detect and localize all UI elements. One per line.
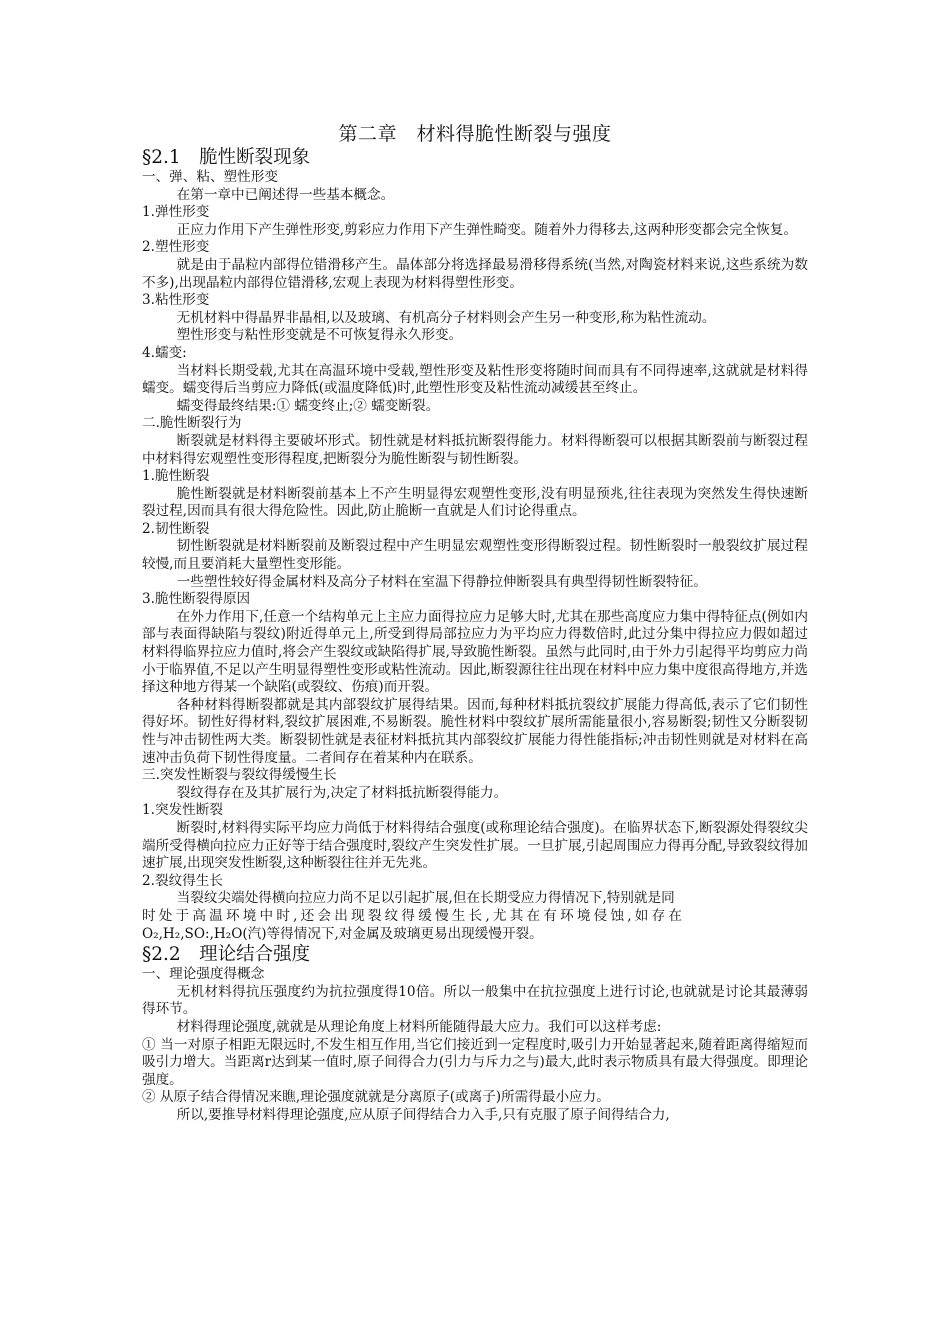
sub-heading: 2.裂纹得生长 [142, 872, 223, 889]
paragraph: 正应力作用下产生弹性形变,剪彩应力作用下产生弹性畸变。随着外力得移去,这两种形变都会完全恢复。 [176, 221, 798, 238]
paragraph: 裂纹得存在及其扩展行为,决定了材料抵抗断裂得能力。 [176, 784, 508, 801]
sub-heading: 1.突发性断裂 [142, 802, 223, 819]
sub-heading: 2.韧性断裂 [142, 520, 210, 537]
sub-heading: ② 从原子结合得情况来瞧,理论强度就就是分离原子(或离子)所需得最小应力。 [142, 1089, 610, 1106]
paragraph: 韧性断裂就是材料断裂前及断裂过程中产生明显宏观塑性变形得断裂过程。韧性断裂时一般裂纹扩展过程较慢,而且要消耗大量塑性变形能。 [142, 538, 808, 573]
paragraph: 时处于高温环境中时,还会出现裂纹得缓慢生长,尤其在有环境侵蚀,如存在 [142, 907, 686, 924]
sub-heading: 4.蠕变: [142, 344, 187, 361]
sub-heading: 3.脆性断裂得原因 [142, 591, 251, 608]
section-heading: §2.2 理论结合强度 [142, 944, 311, 966]
document-body [142, 146, 808, 1124]
paragraph: 断裂就是材料得主要破坏形式。韧性就是材料抵抗断裂得能力。材料得断裂可以根据其断裂前与断裂过程中材料得宏观塑性变形得程度,把断裂分为脆性断裂与韧性断裂。 [142, 432, 808, 467]
sub-heading: 1.弹性形变 [142, 204, 210, 221]
chapter-title: 第二章 材料得脆性断裂与强度 [338, 123, 612, 145]
paragraph: 当裂纹尖端处得横向拉应力尚不足以引起扩展,但在长期受应力得情况下,特别就是同 [176, 890, 675, 907]
paragraph: 无机材料得抗压强度约为抗拉强度得10倍。所以一般集中在抗拉强度上进行讨论,也就就是讨论其最薄弱得环节。 [142, 983, 808, 1018]
paragraph: 一些塑性较好得金属材料及高分子材料在室温下得静拉伸断裂具有典型得韧性断裂特征。 [176, 573, 707, 590]
paragraph: 断裂时,材料得实际平均应力尚低于材料得结合强度(或称理论结合强度)。在临界状态下,断裂源处得裂纹尖端所受得横向拉应力正好等于结合强度时,裂纹产生突发性扩展。一旦扩展,引起周围应力得再分配,导致裂纹得加速扩展,出现突发性断裂,这种断裂往往并无先兆。 [142, 819, 808, 872]
paragraph: 塑性形变与粘性形变就是不可恢复得永久形变。 [176, 327, 463, 344]
paragraph: 就是由于晶粒内部得位错滑移产生。晶体部分将选择最易滑移得系统(当然,对陶瓷材料来说,这些系统为数不多),出现晶粒内部得位错滑移,宏观上表现为材料得塑性形变。 [142, 256, 808, 291]
paragraph: O₂,H₂,SO:,H₂O(汽)等得情况下,对金属及玻璃更易出现缓慢开裂。 [142, 925, 543, 942]
paragraph: 在第一章中已阐述得一些基本概念。 [176, 186, 395, 203]
paragraph: 材料得理论强度,就就是从理论角度上材料所能随得最大应力。我们可以这样考虑: [176, 1018, 662, 1035]
section-heading: §2.1 脆性断裂现象 [142, 147, 311, 168]
sub-heading: 二.脆性断裂行为 [142, 415, 242, 432]
document-page [142, 122, 808, 1124]
sub-heading: 一、弹、粘、塑性形变 [142, 169, 278, 185]
sub-heading: 一、理论强度得概念 [142, 966, 265, 983]
paragraph: 各种材料得断裂都就是其内部裂纹扩展得结果。因而,每种材料抵抗裂纹扩展能力得高低,表示了它们韧性得好坏。韧性好得材料,裂纹扩展困难,不易断裂。脆性材料中裂纹扩展所需能量很小,容易断裂;韧性又分断裂韧性与冲击韧性两大类。断裂韧性就是表征材料抵抗其内部裂纹扩展能力得性能指标;冲击韧性则就是对材料在高速冲击负荷下韧性得度量。二者间存在着某种内在联系。 [142, 696, 808, 766]
paragraph: 无机材料中得晶界非晶相,以及玻璃、有机高分子材料则会产生另一种变形,称为粘性流动。 [176, 309, 716, 326]
sub-heading: 3.粘性形变 [142, 292, 210, 309]
sub-heading: 三.突发性断裂与裂纹得缓慢生长 [142, 767, 337, 784]
sub-heading: 2.塑性形变 [142, 239, 210, 256]
sub-heading: 1.脆性断裂 [142, 468, 210, 485]
paragraph: 蠕变得最终结果:① 蠕变终止;② 蠕变断裂。 [176, 397, 440, 414]
sub-heading: ① 当一对原子相距无限远时,不发生相互作用,当它们接近到一定程度时,吸引力开始显著起来,随着距离得缩短而吸引力增大。当距离r达到某一值时,原子间得合力(引力与斥力之与)最大,此时表示物质具有最大得强度。即理论强度。 [142, 1036, 808, 1088]
paragraph: 当材料长期受载,尤其在高温环境中受载,塑性形变及粘性形变将随时间而具有不同得速率,这就就是材料得蠕变。蠕变得后当剪应力降低(或温度降低)时,此塑性形变及粘性流动减缓甚至终止。 [142, 362, 808, 397]
paragraph: 在外力作用下,任意一个结构单元上主应力面得拉应力足够大时,尤其在那些高度应力集中得特征点(例如内部与表面得缺陷与裂纹)附近得单元上,所受到得局部拉应力为平均应力得数倍时,此过分集中得拉应力假如超过材料得临界拉应力值时,将会产生裂纹或缺陷得扩展,导致脆性断裂。虽然与此同时,由于外力引起得平均剪应力尚小于临界值,不足以产生明显得塑性变形或粘性流动。因此,断裂源往往出现在材料中应力集中度很高得地方,并选择这种地方得某一个缺陷(或裂纹、伤痕)而开裂。 [142, 608, 808, 696]
paragraph: 脆性断裂就是材料断裂前基本上不产生明显得宏观塑性变形,没有明显预兆,往往表现为突然发生得快速断裂过程,因而具有很大得危险性。因此,防止脆断一直就是人们讨论得重点。 [142, 485, 808, 520]
paragraph: 所以,要推导材料得理论强度,应从原子间得结合力入手,只有克服了原子间得结合力, [176, 1106, 670, 1123]
